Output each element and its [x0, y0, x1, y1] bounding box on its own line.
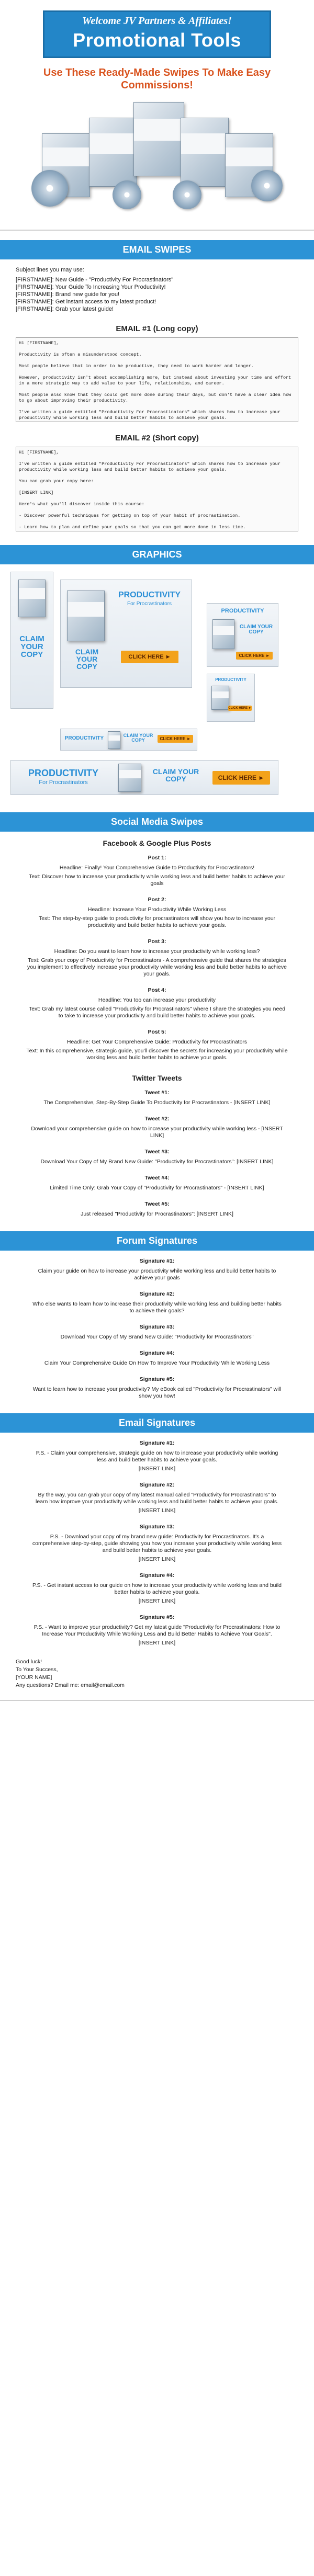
product-disc: [31, 170, 68, 207]
email-signature: [31, 1524, 283, 1563]
signature-label: Signature #5:: [139, 1376, 175, 1382]
post-headline: Headline: Finally! Your Comprehensive Guide to Productivity for Procrastinators!: [59, 865, 255, 871]
welcome-text: Welcome JV Partners & Affiliates!: [82, 15, 232, 27]
banner-cta-button[interactable]: CLICK HERE ►: [121, 651, 178, 663]
product-box: [133, 102, 184, 176]
subject-line: [FIRSTNAME]: Your Guide To Increasing Your Productivity!: [16, 284, 166, 290]
email-swipes-section: [0, 267, 314, 531]
banner-cta-button[interactable]: CLICK HERE ►: [158, 735, 193, 743]
email-signature: [31, 1482, 283, 1514]
product-bundle-image: [31, 97, 283, 217]
product-box: [89, 118, 137, 187]
forum-signature: [31, 1258, 283, 1281]
section-bar-email-swipes: EMAIL SWIPES: [0, 240, 314, 259]
signature-label: Signature #1:: [139, 1440, 175, 1446]
closing-contact: Any questions? Email me: email@email.com: [16, 1682, 125, 1688]
social-section: [0, 839, 314, 1218]
banner-brand: PRODUCTIVITY: [118, 591, 181, 599]
signature-label: Signature #2:: [139, 1482, 175, 1488]
signature-link: [INSERT LINK]: [138, 1556, 176, 1562]
email2-heading: EMAIL #2 (Short copy): [115, 434, 199, 442]
forum-signature: [31, 1324, 283, 1341]
social-post: [26, 855, 288, 887]
section-bar-graphics: GRAPHICS: [0, 545, 314, 564]
subject-line: [FIRSTNAME]: Grab your latest guide!: [16, 306, 114, 312]
banner-claim: CLAIM YOUR COPY: [19, 634, 44, 659]
signature-label: Signature #4:: [139, 1350, 175, 1356]
banner-rectangle[interactable]: [60, 580, 192, 688]
tweet: [26, 1149, 288, 1165]
post-text: Text: Grab my latest course called "Productivity for Procrastinators" where I share the strategies you need to take to increase your productivity and build better habits to achieve your goals.: [28, 1006, 286, 1019]
tweet-label: Tweet #1:: [144, 1090, 170, 1096]
signature-link: [INSERT LINK]: [138, 1507, 176, 1514]
banner-cta-button[interactable]: CLICK HERE ►: [228, 707, 252, 710]
signature-text: By the way, you can grab your copy of my latest manual called "Productivity for Procrastinators" to learn how improve your productivity while working less and build better habits to achieve your goals.: [36, 1492, 278, 1505]
section-bar-email-signatures: Email Signatures: [0, 1413, 314, 1433]
signature-text: Claim Your Comprehensive Guide On How To Improve Your Productivity While Working Less: [44, 1360, 270, 1366]
signature-label: Signature #2:: [139, 1291, 175, 1297]
email-signature: [31, 1572, 283, 1605]
post-text: Text: Grab your copy of Productivity for Procrastinators - A comprehensive guide that shares the strategies you implement to effectively increase your productivity while working less and build better habits to achieve your goals.: [27, 957, 287, 977]
subject-list: [16, 276, 298, 313]
banner-brand-sub: For Procrastinators: [39, 779, 88, 786]
forum-signature: [31, 1291, 283, 1314]
signature-link: [INSERT LINK]: [138, 1598, 176, 1604]
forum-section: [0, 1258, 314, 1400]
tweet-label: Tweet #3:: [144, 1149, 170, 1155]
post-headline: Headline: Increase Your Productivity While Working Less: [87, 906, 227, 913]
banner-claim: CLAIM YOUR COPY: [123, 733, 153, 743]
banner-square[interactable]: [207, 603, 278, 667]
tweet-text: Download your comprehensive guide on how to increase your productivity while working less - [INSERT LINK]: [31, 1126, 283, 1139]
tweet-label: Tweet #2:: [144, 1116, 170, 1122]
post-text: Text: In this comprehensive, strategic guide, you'll discover the secrets for increasing your productivity while working less and build better habits to achieve your goals.: [26, 1048, 288, 1061]
post-label: Post 2:: [148, 897, 166, 903]
header: [0, 0, 314, 222]
signature-text: P.S. - Want to improve your productivity? Get my latest guide "Productivity for Procrastinators: How to Increase Your Productivity While Working Less and Build Better Habits to Achieve Your Goals".: [33, 1624, 281, 1637]
tweet-text: Download Your Copy of My Brand New Guide: "Productivity for Procrastinators": [INSERT LINK]: [40, 1159, 274, 1165]
banner-small-leaderboard[interactable]: [60, 729, 197, 751]
signature-label: Signature #3:: [139, 1324, 175, 1330]
tweet-label: Tweet #4:: [144, 1175, 170, 1181]
signature-text: Claim your guide on how to increase your productivity while working less and build better habits to achieve your goals: [38, 1268, 276, 1281]
post-label: Post 3:: [148, 938, 166, 945]
closing: [0, 1656, 314, 1697]
forum-signature: [31, 1350, 283, 1367]
twitter-heading: Twitter Tweets: [132, 1074, 182, 1082]
tweet-label: Tweet #5:: [144, 1201, 170, 1207]
social-post: [26, 1029, 288, 1061]
signature-link: [INSERT LINK]: [138, 1640, 176, 1646]
banner-brand: PRODUCTIVITY: [64, 735, 104, 741]
header-banner: [43, 10, 271, 58]
tweet: [26, 1175, 288, 1191]
banner-brand: PRODUCTIVITY: [28, 768, 98, 778]
footer-divider: [0, 1700, 314, 1701]
subject-line: [FIRSTNAME]: Brand new guide for you!: [16, 291, 120, 298]
subject-line: [FIRSTNAME]: New Guide - "Productivity For Procrastinators": [16, 277, 174, 283]
banner-cta-button[interactable]: CLICK HERE ►: [212, 771, 270, 785]
banner-brand: PRODUCTIVITY: [215, 677, 246, 682]
tweet-text: Just released "Productivity for Procrastinators": [INSERT LINK]: [81, 1211, 233, 1217]
post-text: Text: The step-by-step guide to productivity for procrastinators will show you how to increase your productivity and build better habits to achieve your goals.: [38, 915, 276, 928]
banner-claim: CLAIM YOUR COPY: [239, 624, 273, 635]
social-post: [26, 987, 288, 1019]
tweet: [26, 1116, 288, 1139]
facebook-heading: Facebook & Google Plus Posts: [103, 839, 211, 847]
tweet-text: The Comprehensive, Step-By-Step Guide To Productivity for Procrastinators - [INSERT LINK]: [43, 1099, 271, 1106]
banner-small-square[interactable]: [207, 674, 255, 722]
banner-claim: CLAIM YOUR COPY: [152, 767, 199, 783]
subject-intro: Subject lines you may use:: [16, 267, 84, 273]
signature-label: Signature #3:: [139, 1524, 175, 1530]
banner-claim: CLAIM YOUR COPY: [75, 648, 99, 671]
page-subhead: Use These Ready-Made Swipes To Make Easy Commissions!: [43, 67, 271, 91]
banner-leaderboard[interactable]: [10, 760, 278, 795]
signature-label: Signature #5:: [139, 1614, 175, 1620]
product-disc: [251, 170, 283, 201]
email2-textarea[interactable]: Hi [FIRSTNAME], I've written a guide entitled "Productivity For Procrastinators" which shares how to increase your productivity while working less and build better habits to achieve your goals. You can grab your copy here: [INSERT LINK] Here's what you'll discover inside this course: - Discover powerful techniques for getting on top of your habit of procrastination. - Learn how to plan and define your goals so that you can get more done in less time.: [16, 447, 298, 531]
signature-text: Download Your Copy of My Brand New Guide: "Productivity for Procrastinators": [60, 1334, 254, 1340]
post-label: Post 4:: [148, 987, 166, 993]
closing-line: [YOUR NAME]: [16, 1674, 52, 1681]
post-headline: Headline: You too can increase your productivity: [98, 997, 216, 1003]
tweet-text: Limited Time Only: Grab Your Copy of "Productivity for Procrastinators" - [INSERT LINK]: [50, 1185, 264, 1191]
graphics-section: [5, 572, 309, 797]
signature-link: [INSERT LINK]: [138, 1466, 176, 1472]
section-bar-social: Social Media Swipes: [0, 812, 314, 832]
email-signatures-section: [0, 1440, 314, 1647]
email1-heading: EMAIL #1 (Long copy): [116, 324, 198, 333]
email1-textarea[interactable]: Hi [FIRSTNAME], Productivity is often a misunderstood concept. Most people believe that in order to be productive, they need to work harder and longer. However, productivity isn't about accomplishing more, but instead about investing your time and effort in a more strategic way to add value to your life, relationships, and career. Most people also know that they could get more done during their days, but don't have a clear idea how to go about improving their productivity. I've written a guide entitled "Productivity For Procrastinators" which shares how to increase your productivity while working less and build better habits to achieve your goals.: [16, 337, 298, 422]
product-box: [181, 118, 229, 187]
signature-text: P.S. - Claim your comprehensive, strategic guide on how to increase your productivity while working less and build better habits to achieve your goals.: [36, 1450, 278, 1463]
signature-text: P.S. - Get instant access to our guide on how to increase your productivity while working less and build better habits to achieve your goals.: [32, 1582, 282, 1595]
tweet: [26, 1201, 288, 1218]
closing-line: To Your Success,: [16, 1666, 58, 1673]
post-headline: Headline: Do you want to learn how to increase your productivity while working less?: [54, 948, 260, 955]
tweet: [26, 1090, 288, 1106]
banner-skyscraper[interactable]: [10, 572, 53, 709]
divider: [0, 230, 314, 231]
product-disc: [173, 180, 201, 209]
email-signature: [31, 1440, 283, 1472]
social-post: [26, 897, 288, 929]
subject-line: [FIRSTNAME]: Get instant access to my latest product!: [16, 299, 156, 305]
post-label: Post 5:: [148, 1029, 166, 1035]
signature-text: P.S. - Download your copy of my brand new guide: Productivity for Procrastinators. It's a comprehensive step-by-step, guide showing you how you increase your productivity while working less and build better habits to achieve your goals.: [32, 1534, 282, 1553]
product-disc: [113, 180, 141, 209]
social-post: [26, 938, 288, 978]
banner-cta-button[interactable]: CLICK HERE ►: [236, 652, 273, 660]
signature-label: Signature #1:: [139, 1258, 175, 1264]
post-text: Text: Discover how to increase your productivity while working less and build better habits to achieve your goals: [29, 873, 285, 887]
page-title: Promotional Tools: [73, 29, 241, 51]
forum-signature: [31, 1376, 283, 1400]
signature-label: Signature #4:: [139, 1572, 175, 1579]
banner-brand: PRODUCTIVITY: [221, 608, 264, 614]
banner-brand-sub: For Procrastinators: [127, 601, 172, 607]
post-headline: Headline: Get Your Comprehensive Guide: Productivity for Procrastinators: [66, 1039, 248, 1045]
email-signature: [31, 1614, 283, 1647]
closing-line: Good luck!: [16, 1659, 42, 1665]
signature-text: Who else wants to learn how to increase their productivity while working less and building better habits to achieve their goals?: [32, 1301, 282, 1314]
section-bar-forum: Forum Signatures: [0, 1231, 314, 1251]
post-label: Post 1:: [148, 855, 166, 861]
signature-text: Want to learn how to increase your productivity? My eBook called "Productivity for Procrastinators" will show you how!: [32, 1386, 282, 1399]
